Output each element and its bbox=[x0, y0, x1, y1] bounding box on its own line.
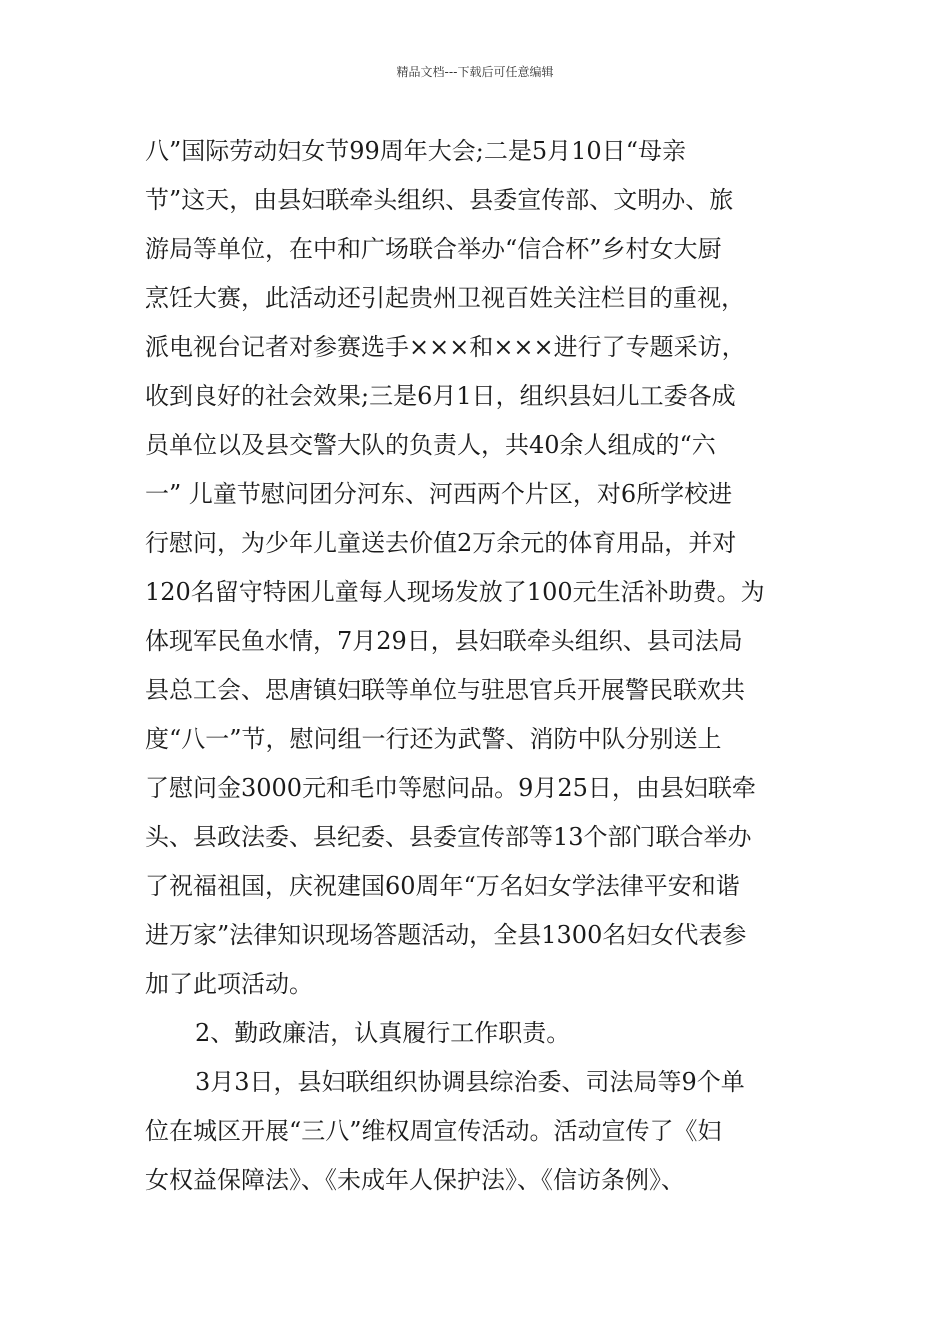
paragraph-start-line: 3月3日，县妇联组织协调县综治委、司法局等9个单 bbox=[195, 1068, 745, 1096]
body-line: 派电视台记者对参赛选手×××和×××进行了专题采访， bbox=[145, 333, 746, 361]
body-line: 120名留守特困儿童每人现场发放了100元生活补助费。为 bbox=[145, 578, 765, 606]
body-line: 度“八一”节，慰问组一行还为武警、消防中队分别送上 bbox=[145, 725, 722, 753]
body-line: 员单位以及县交警大队的负责人，共40余人组成的“六 bbox=[145, 431, 716, 459]
body-line: 行慰问，为少年儿童送去价值2万余元的体育用品，并对 bbox=[145, 529, 737, 557]
body-line: 了慰问金3000元和毛巾等慰问品。9月25日，由县妇联牵 bbox=[145, 774, 756, 802]
body-line: 进万家”法律知识现场答题活动，全县1300名妇女代表参 bbox=[145, 921, 747, 949]
body-line: 游局等单位，在中和广场联合举办“信合杯”乡村女大厨 bbox=[145, 235, 722, 263]
document-header: 精品文档---下载后可任意编辑 bbox=[396, 65, 554, 79]
body-line: 头、县政法委、县纪委、县委宣传部等13个部门联合举办 bbox=[145, 823, 752, 851]
body-line: 加了此项活动。 bbox=[145, 970, 313, 998]
body-line: 一” 儿童节慰问团分河东、河西两个片区，对6所学校进 bbox=[145, 480, 733, 508]
body-line: 位在城区开展“三八”维权周宣传活动。活动宣传了《妇 bbox=[145, 1117, 722, 1145]
body-line: 八”国际劳动妇女节99周年大会;二是5月10日“母亲 bbox=[145, 137, 686, 165]
body-line: 烹饪大赛，此活动还引起贵州卫视百姓关注栏目的重视， bbox=[145, 284, 745, 312]
body-line: 收到良好的社会效果;三是6月1日，组织县妇儿工委各成 bbox=[145, 382, 736, 410]
body-line: 体现军民鱼水情，7月29日，县妇联牵头组织、县司法局 bbox=[145, 627, 743, 655]
body-line: 县总工会、思唐镇妇联等单位与驻思官兵开展警民联欢共 bbox=[145, 676, 745, 704]
section-heading: 2、勤政廉洁，认真履行工作职责。 bbox=[195, 1019, 571, 1047]
body-line: 女权益保障法》、《未成年人保护法》、《信访条例》、 bbox=[145, 1166, 685, 1194]
document-body bbox=[145, 127, 825, 1205]
body-line: 了祝福祖国，庆祝建国60周年“万名妇女学法律平安和谐 bbox=[145, 872, 740, 900]
body-line: 节”这天，由县妇联牵头组织、县委宣传部、文明办、旅 bbox=[145, 186, 734, 214]
